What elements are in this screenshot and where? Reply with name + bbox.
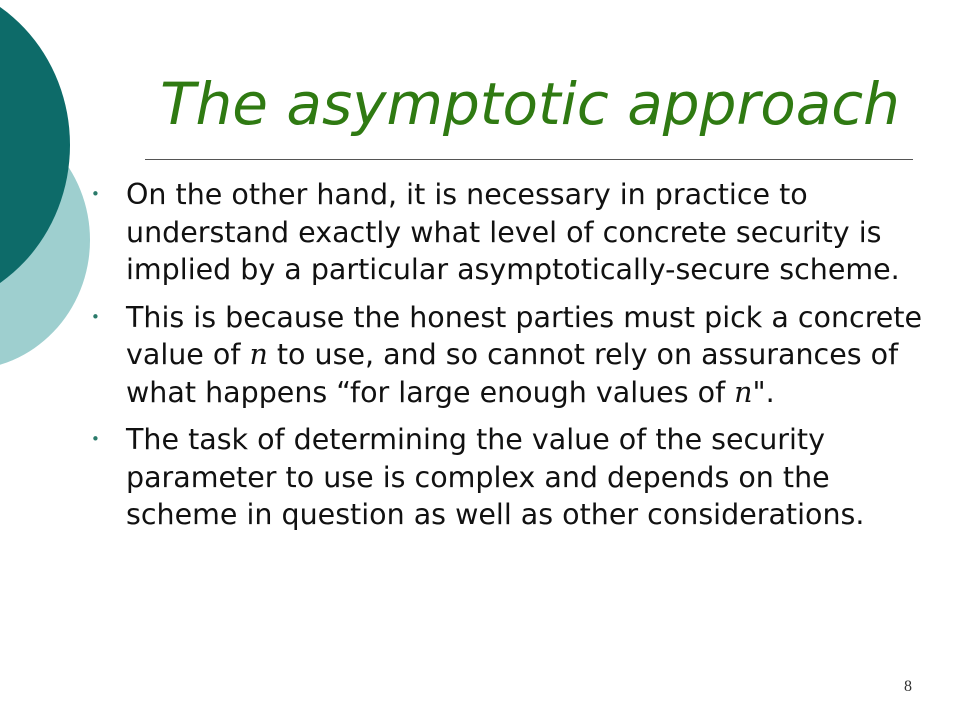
slide-title: The asymptotic approach	[160, 70, 900, 138]
bullet-item-2	[88, 299, 938, 412]
bullet-item-3	[88, 421, 938, 534]
math-variable-n: n	[249, 338, 268, 371]
bullet-list	[88, 176, 938, 544]
bullet-dot-icon: •	[91, 430, 100, 448]
bullet-dot-icon: •	[91, 307, 100, 326]
title-divider	[145, 159, 913, 160]
bullet-text-1: On the other hand, it is necessary in practice to understand exactly what level of concrete security is implied by a particular asymptotically-secure scheme.	[126, 178, 900, 286]
bullet-text-3: The task of determining the value of the security parameter to use is complex and depends on the scheme in question as well as other considerations.	[126, 423, 865, 531]
page-number: 8	[904, 678, 912, 695]
bullet-dot-icon: •	[91, 185, 100, 203]
bullet-text-2c: ".	[752, 375, 775, 409]
bullet-text-2b: to use, and so cannot rely on assurances of what happens “for large enough values of	[126, 338, 899, 409]
bullet-text-2a: This is because the honest parties must pick a concrete value of	[126, 300, 923, 371]
bullet-item-1	[88, 176, 938, 289]
math-variable-n: n	[734, 375, 753, 409]
